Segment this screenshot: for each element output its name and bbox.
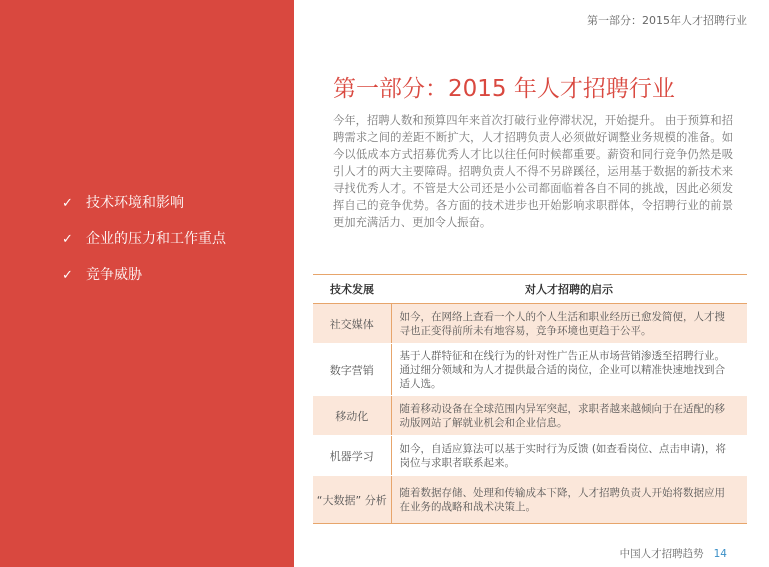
- page-title: 第一部分：2015 年人才招聘行业: [333, 76, 675, 102]
- checklist-item-label: 竞争威胁: [86, 267, 142, 283]
- table-row: [313, 304, 747, 344]
- checklist-item-label: 企业的压力和工作重点: [86, 231, 226, 247]
- table-cell-category: 移动化: [313, 396, 391, 436]
- checklist-item-competition: [62, 266, 226, 284]
- table-row: [313, 344, 747, 396]
- column-header-technology: 技术发展: [313, 275, 391, 304]
- table-row: [313, 396, 747, 436]
- table-row: [313, 436, 747, 476]
- topic-checklist: [62, 194, 226, 302]
- column-header-implication: 对人才招聘的启示: [391, 275, 747, 304]
- table-cell-description: 如今，自适应算法可以基于实时行为反馈 (如查看岗位、点击申请)，将岗位与求职者联系起来。: [391, 436, 747, 476]
- left-color-panel: [0, 0, 294, 567]
- checklist-item-tech: [62, 194, 226, 212]
- section-header: 第一部分：2015年人才招聘行业: [587, 14, 747, 27]
- checkmark-icon: ✓: [62, 196, 73, 211]
- table-cell-description: 基于人群特征和在线行为的针对性广告正从市场营销渗透至招聘行业。 通过细分领域和为人才提供最合适的岗位，企业可以精准快速地找到合适人选。: [391, 344, 747, 396]
- page-footer: [620, 546, 727, 561]
- table-cell-category: 社交媒体: [313, 304, 391, 344]
- table-cell-description: 随着移动设备在全球范围内异军突起，求职者越来越倾向于在适配的移动版网站了解就业机会和企业信息。: [391, 396, 747, 436]
- table-cell-category: 数字营销: [313, 344, 391, 396]
- technology-impact-table: [313, 274, 747, 524]
- table-cell-description: 如今，在网络上查看一个人的个人生活和职业经历已愈发简便，人才搜寻也正变得前所未有地容易，竞争环境也更趋于公平。: [391, 304, 747, 344]
- table-cell-category: 机器学习: [313, 436, 391, 476]
- table-cell-description: 随着数据存储、处理和传输成本下降，人才招聘负责人开始将数据应用在业务的战略和战术决策上。: [391, 476, 747, 524]
- page-number: 14: [713, 548, 727, 560]
- checklist-item-label: 技术环境和影响: [86, 195, 184, 211]
- checklist-item-pressure: [62, 230, 226, 248]
- checkmark-icon: ✓: [62, 232, 73, 247]
- table-header-row: [313, 275, 747, 304]
- table-cell-category: “大数据” 分析: [313, 476, 391, 524]
- checkmark-icon: ✓: [62, 268, 73, 283]
- footer-title: 中国人才招聘趋势: [619, 548, 704, 560]
- table-row: [313, 476, 747, 524]
- intro-paragraph: 今年，招聘人数和预算四年来首次打破行业停滞状况，开始提升。 由于预算和招聘需求之间的差距不断扩大，人才招聘负责人必须做好调整业务规模的准备。如今以低成本方式招募优秀人才比以往任何时候都重要。薪资和同行竞争仍然是吸引人才的两大主要障碍。招聘负责人不得不另辟蹊径，运用基于数据的新技术来寻找优秀人才。不管是大公司还是小公司都面临着各自不同的挑战，因此必须发挥自己的竞争优势。各方面的技术进步也开始影响求职群体，令招聘行业的前景更加充满活力、更加令人振奋。: [333, 114, 733, 229]
